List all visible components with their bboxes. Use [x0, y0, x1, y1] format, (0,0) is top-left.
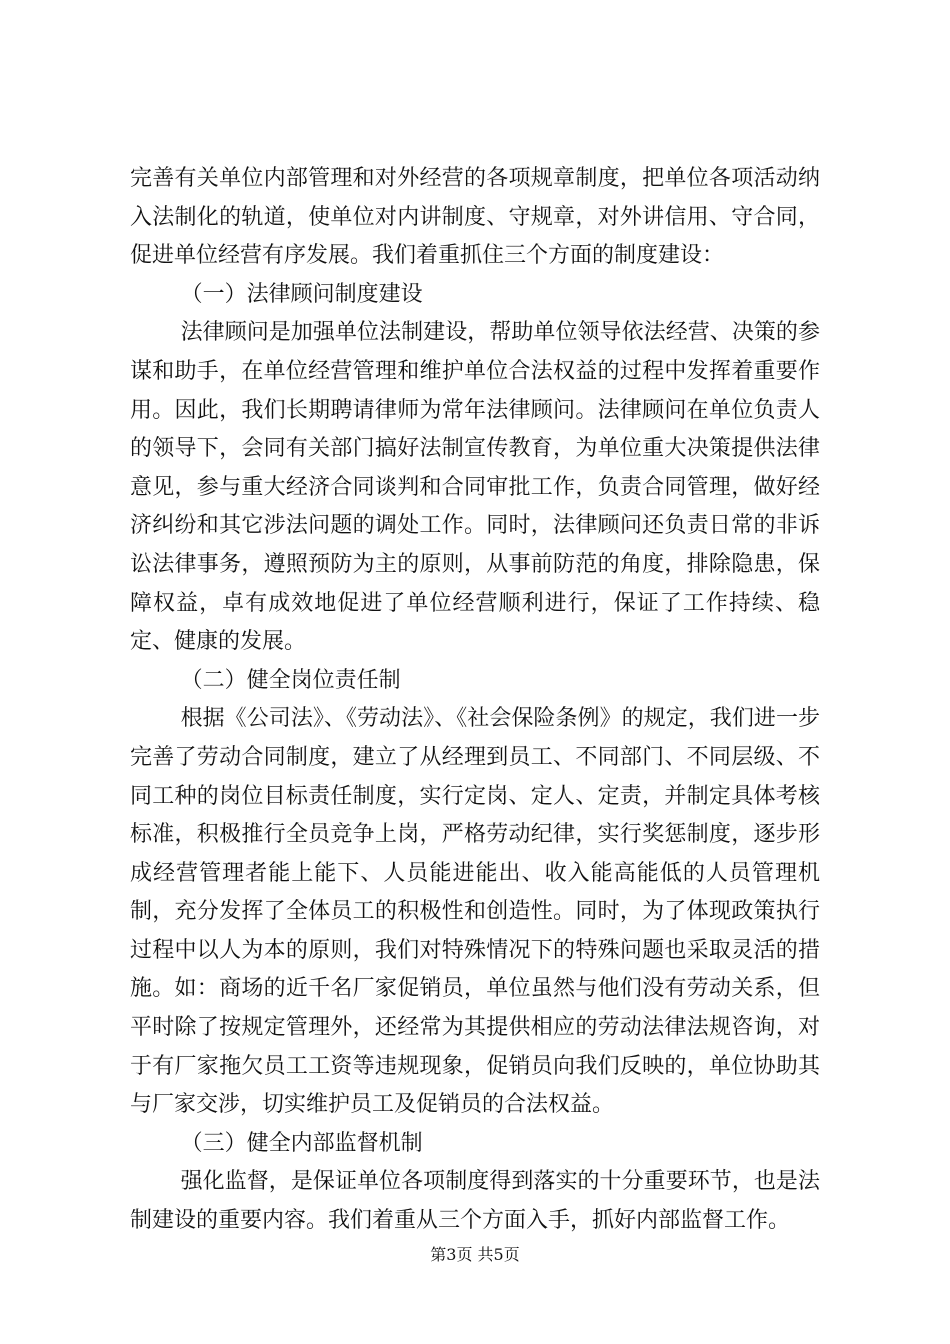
paragraph-supervision: 强化监督，是保证单位各项制度得到落实的十分重要环节，也是法制建设的重要内容。我们着重从三个方面入手，抓好内部监督工作。 [130, 1169, 820, 1234]
section-heading-3: （三）健全内部监督机制 [180, 1130, 423, 1156]
section-heading-2: （二）健全岗位责任制 [180, 667, 401, 693]
page-footer: 第3页 共5页 [430, 1245, 520, 1264]
paragraph-job-responsibility: 根据《公司法》、《劳动法》、《社会保险条例》的规定，我们进一步完善了劳动合同制度，建立了从经理到员工、不同部门、不同层级、不同工种的岗位目标责任制度，实行定岗、定人、定责，并制定具体考核标准，积极推行全员竞争上岗，严格劳动纪律，实行奖惩制度，逐步形成经营管理者能上能下、人员能进能出、收入能高能低的人员管理机制，充分发挥了全体员工的积极性和创造性。同时，为了体现政策执行过程中以人为本的原则，我们对特殊情况下的特殊问题也采取灵活的措施。如：商场的近千名厂家促销员，单位虽然与他们没有劳动关系，但平时除了按规定管理外，还经常为其提供相应的劳动法律法规咨询，对于有厂家拖欠员工工资等违规现象，促销员向我们反映的，单位协助其与厂家交涉，切实维护员工及促销员的合法权益。 [130, 706, 820, 1118]
section-heading-1: （一）法律顾问制度建设 [180, 281, 423, 307]
paragraph-intro: 完善有关单位内部管理和对外经营的各项规章制度，把单位各项活动纳入法制化的轨道，使单位对内讲制度、守规章，对外讲信用、守合同，促进单位经营有序发展。我们着重抓住三个方面的制度建设： [130, 166, 820, 269]
document-body [130, 160, 820, 1241]
paragraph-legal-advisor: 法律顾问是加强单位法制建设，帮助单位领导依法经营、决策的参谋和助手，在单位经营管理和维护单位合法权益的过程中发挥着重要作用。因此，我们长期聘请律师为常年法律顾问。法律顾问在单位负责人的领导下，会同有关部门搞好法制宣传教育，为单位重大决策提供法律意见，参与重大经济合同谈判和合同审批工作，负责合同管理，做好经济纠纷和其它涉法问题的调处工作。同时，法律顾问还负责日常的非诉讼法律事务，遵照预防为主的原则，从事前防范的角度，排除隐患，保障权益，卓有成效地促进了单位经营顺利进行，保证了工作持续、稳定、健康的发展。 [130, 320, 820, 655]
